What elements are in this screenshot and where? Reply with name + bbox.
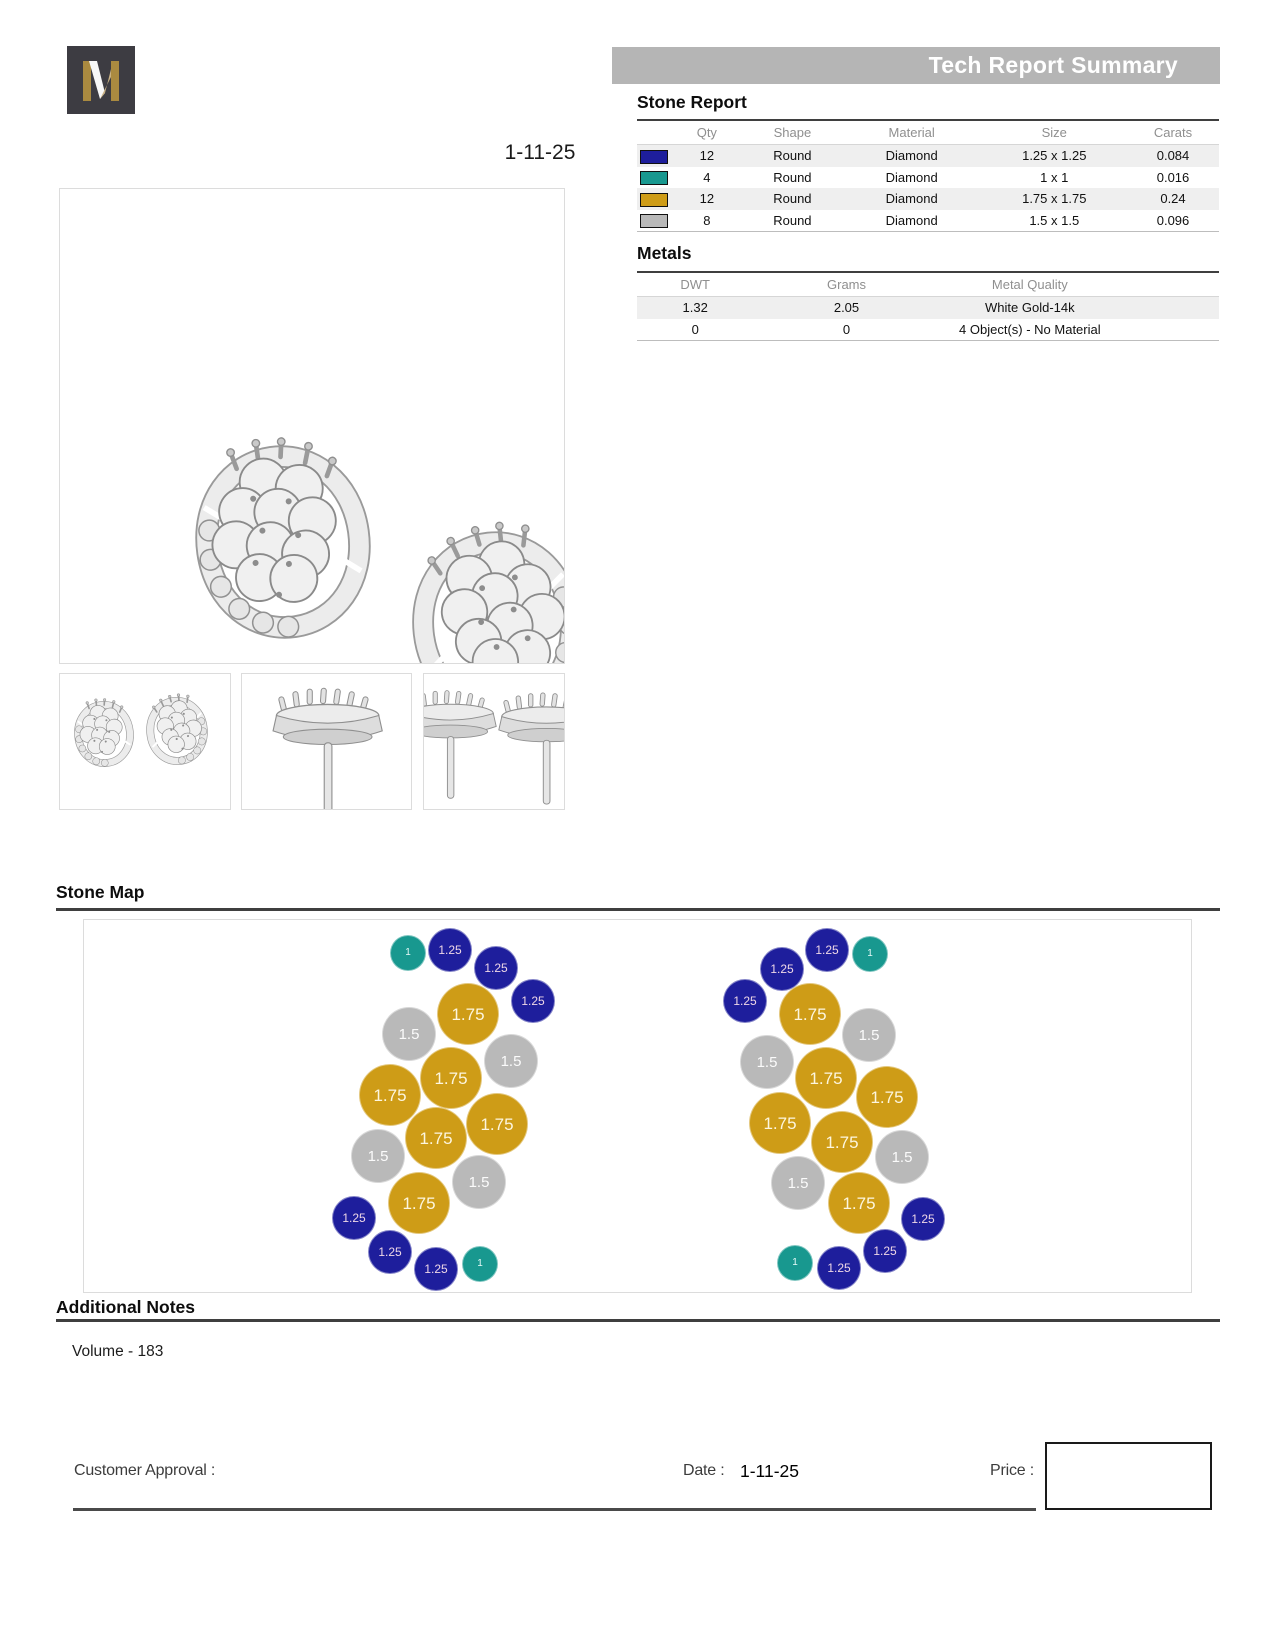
stone-report-header-row — [637, 120, 1219, 145]
stone-report-row: 12 Round Diamond 1.75 x 1.75 0.24 — [637, 188, 1219, 210]
col-material: Material — [842, 120, 982, 145]
footer-date-label: Date : — [683, 1462, 725, 1479]
stone-circle-blue: 1.25 — [368, 1230, 412, 1274]
stone-map-rule — [56, 908, 1220, 911]
stone-circle-blue: 1.25 — [901, 1197, 945, 1241]
stone-report-title: Stone Report — [637, 92, 747, 112]
footer-date-value: 1-11-25 — [740, 1461, 800, 1481]
stone-circle-gold: 1.75 — [795, 1047, 857, 1109]
metals-row: 0 0 4 Object(s) - No Material — [691, 321, 1101, 337]
volume-note: Volume - 183 — [72, 1343, 164, 1360]
stone-circle-blue: 1.25 — [511, 979, 555, 1023]
stone-circle-blue: 1.25 — [428, 928, 472, 972]
stone-circle-blue: 1.25 — [760, 947, 804, 991]
metals-row: 1.32 2.05 White Gold-14k — [637, 297, 1219, 319]
col-dwt: DWT — [637, 272, 753, 297]
stone-circle-teal: 1 — [777, 1245, 813, 1281]
stone-circle-gold: 1.75 — [466, 1093, 528, 1155]
stone-circle-blue: 1.25 — [474, 946, 518, 990]
stone-circle-blue: 1.25 — [817, 1246, 861, 1290]
stone-circle-teal: 1 — [390, 935, 426, 971]
col-metal-quality: Metal Quality — [940, 272, 1120, 297]
price-input-box[interactable] — [1045, 1442, 1212, 1510]
stone-circle-gray: 1.5 — [351, 1129, 405, 1183]
design-date: 1-11-25 — [504, 141, 576, 164]
stone-circle-gray: 1.5 — [484, 1034, 538, 1088]
thumbnail-side-views-pair — [423, 673, 565, 810]
additional-notes-title: Additional Notes — [56, 1297, 196, 1317]
stone-map-canvas — [84, 920, 1191, 1292]
stone-circle-gold: 1.75 — [437, 983, 499, 1045]
stone-color-swatch — [640, 171, 668, 185]
brand-logo — [67, 46, 135, 114]
thumbnail-front-view — [59, 673, 231, 810]
stone-circle-gray: 1.5 — [842, 1008, 896, 1062]
stone-report-table — [637, 119, 1219, 232]
stone-map-title: Stone Map — [56, 882, 145, 902]
metals-header-row — [637, 272, 1219, 297]
col-qty: Qty — [671, 120, 743, 145]
stone-circle-gold: 1.75 — [420, 1047, 482, 1109]
stone-report-row: 8 Round Diamond 1.5 x 1.5 0.096 — [637, 210, 1219, 232]
stone-circle-gold: 1.75 — [779, 983, 841, 1045]
m-logo-icon — [67, 46, 135, 114]
stone-color-swatch — [640, 214, 668, 228]
stone-circle-teal: 1 — [852, 936, 888, 972]
stone-circle-gold: 1.75 — [405, 1107, 467, 1169]
main-render-frame — [59, 188, 565, 664]
additional-notes-rule — [56, 1319, 1220, 1322]
stone-report-row: 4 Round Diamond 1 x 1 0.016 — [637, 167, 1219, 189]
stone-color-swatch — [640, 150, 668, 164]
thumbnail-side-view — [241, 673, 412, 810]
stone-circle-gold: 1.75 — [828, 1172, 890, 1234]
col-carats: Carats — [1127, 120, 1219, 145]
stone-circle-gold: 1.75 — [388, 1172, 450, 1234]
col-grams: Grams — [753, 272, 939, 297]
stone-circle-gold: 1.75 — [856, 1066, 918, 1128]
customer-approval-label: Customer Approval : — [74, 1462, 216, 1479]
stone-circle-gray: 1.5 — [382, 1007, 436, 1061]
stone-circle-gray: 1.5 — [875, 1130, 929, 1184]
signature-line — [73, 1508, 1036, 1511]
stone-circle-gray: 1.5 — [452, 1155, 506, 1209]
stone-circle-gold: 1.75 — [359, 1064, 421, 1126]
price-label: Price : — [990, 1462, 1034, 1479]
stone-color-swatch — [640, 193, 668, 207]
stone-map-frame — [83, 919, 1192, 1293]
stone-circle-gold: 1.75 — [811, 1111, 873, 1173]
col-size: Size — [982, 120, 1128, 145]
stone-circle-gold: 1.75 — [749, 1092, 811, 1154]
stone-circle-blue: 1.25 — [805, 928, 849, 972]
stone-circle-blue: 1.25 — [332, 1196, 376, 1240]
stone-report-row: 12 Round Diamond 1.25 x 1.25 0.084 — [637, 145, 1219, 167]
metals-table — [637, 271, 1219, 341]
stone-circle-blue: 1.25 — [863, 1229, 907, 1273]
stone-circle-gray: 1.5 — [740, 1035, 794, 1089]
col-shape: Shape — [743, 120, 842, 145]
metals-title: Metals — [637, 243, 692, 263]
earrings-render — [60, 189, 565, 664]
stone-circle-blue: 1.25 — [414, 1247, 458, 1291]
report-title: Tech Report Summary — [928, 52, 1178, 78]
stone-circle-blue: 1.25 — [723, 979, 767, 1023]
stone-circle-teal: 1 — [462, 1246, 498, 1282]
report-header-bar — [612, 47, 1220, 84]
stone-circle-gray: 1.5 — [771, 1156, 825, 1210]
